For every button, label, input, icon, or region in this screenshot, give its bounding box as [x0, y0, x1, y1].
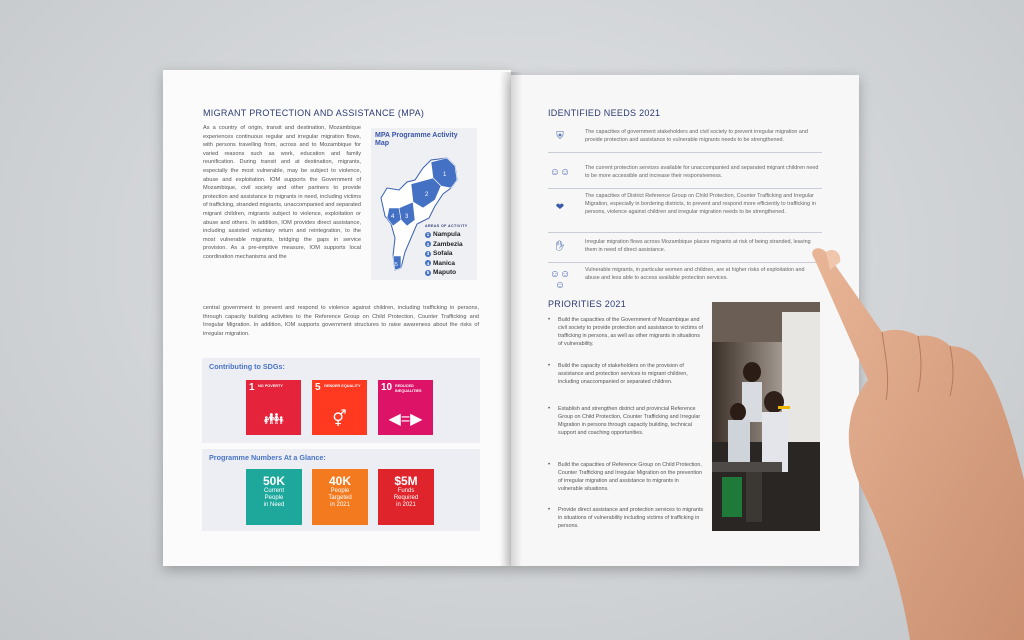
sdg-tile: 10 REDUCED INEQUALITIES ◀︎=▶︎ [378, 380, 433, 435]
need-row: ☺☺☺ Vulnerable migrants, in particular women and children, are at higher risks of exploitation and abuse and less able to access available protection services. [549, 267, 805, 291]
need-row: ✋ Irregular migration flows across Mozambique places migrants at risk of being stranded, leaving them in need of direct assistance. [548, 236, 822, 263]
stat-tile: $5M Funds Required in 2021 [378, 469, 434, 525]
need-row: ❤ The capacities of District Reference Group on Child Protection, Counter Trafficking and Irregular Migration, especially in bordering districts, to prevent and respond more efficiently to trafficking in persons, violence against children and irregular migration needs to be strengthened. [548, 190, 822, 233]
stat-tile: 40K People Targeted in 2021 [312, 469, 368, 525]
numbers-title: Programme Numbers At a Glance: [209, 453, 326, 462]
priority-item: • Provide direct assistance and protection services to migrants in situations of vulnerability including victims of trafficking in persons. [548, 507, 704, 529]
area-item: 1 Nampula [426, 231, 461, 239]
areas-label: AREAS OF ACTIVITY [425, 224, 468, 228]
gender-equality-icon: ⚥ [332, 411, 347, 428]
area-list [425, 230, 463, 278]
sdg-title: Contributing to SDGs: [209, 362, 285, 371]
priorities-heading: PRIORITIES 2021 [548, 299, 627, 309]
pointing-hand-icon [790, 240, 1024, 640]
priority-item: • Establish and strengthen district and provincial Reference Group on Child Protection, Counter Trafficking and Irregular Migration in persons through capacity building, technical support and coaching opportunities. [548, 406, 701, 436]
svg-text:2: 2 [425, 192, 429, 198]
svg-text:5: 5 [395, 262, 398, 268]
area-item: 4 Manica [426, 259, 456, 267]
area-item: 3 Sofala [426, 250, 453, 258]
need-row: ☺☺ The current protection services available for unaccompanied and separated migrant children need to be more accessible and increase their responsiveness. [548, 162, 822, 189]
map-title: MPA Programme Activity Map [375, 132, 458, 147]
group-icon: ☺☺☺ [549, 269, 571, 291]
mpa-paragraph-wrapped: As a country of origin, transit and destination, Mozambique experiences continuous regular and irregular migration flows, with persons travelling from, across and to Mozambique for varied reasons such as work, education and family reunification. During transit and at destination, migrants, especially the most vulnerable, may be subject to violence, abuse and exploitation. IOM supports the Government of Mozambique, civil society and other partners to provide protection and assistance to migrants in need, including victims of trafficking, stranded migrants, unaccompanied and separated migrant children, migrants subject to violence, exploitation or abuse and others. In addition, IOM provides direct assistance, including assisted voluntary return and reintegration, to the most vulnerable migrants, bridging the gaps in service provision. As a pre-emptive measure, IOM supports local coordination mechanisms and the [203, 125, 361, 260]
priority-item: • Build the capacities of Reference Group on Child Protection, Counter Trafficking and Irregular Migration on the prevention of irregular migration and assistance to migrants in vulnerable situations. [548, 462, 703, 492]
activity-map-panel [371, 128, 477, 280]
mpa-paragraph-full: central government to prevent and respond to violence against children, including trafficking in persons, through capacity building activities to the Reference Group on Child Protection, Counter Trafficking and Irregular Migration. In addition, IOM supports government structures to raise awareness about the risks of irregular migration. [203, 305, 479, 337]
priority-item: • Build the capacities of the Government of Mozambique and civil society to provide protection and assistance to victims of trafficking in persons, as well as other migrants in situations of vulnerability. [548, 317, 704, 347]
sdg-tile: 5 GENDER EQUALITY ⚥ [312, 380, 367, 435]
family-icon: 👪︎ [263, 411, 284, 428]
priority-item: • Build the capacity of stakeholders on the provision of assistance and protection services to migrant children, including unaccompanied or separated children. [548, 363, 688, 385]
needs-heading: IDENTIFIED NEEDS 2021 [548, 108, 661, 118]
need-row: ⛨ The capacities of government stakeholders and civil society to prevent irregular migration and provide protection and assistance to vulnerable migrants needs to be strengthened. [548, 126, 822, 153]
svg-text:1: 1 [443, 172, 447, 178]
family-icon: ☺☺ [549, 167, 571, 178]
area-item: 5 Maputo [426, 269, 457, 277]
sdg-tile: 1 NO POVERTY 👪︎ [246, 380, 301, 435]
mpa-heading: MIGRANT PROTECTION AND ASSISTANCE (MPA) [203, 108, 425, 118]
svg-text:3: 3 [405, 214, 409, 220]
stat-tile: 50K Current People in Need [246, 469, 302, 525]
child-protection-icon: ❤ [555, 202, 565, 213]
svg-text:4: 4 [391, 214, 395, 220]
equality-arrows-icon: ◀︎=▶︎ [388, 411, 423, 428]
shield-handshake-icon: ⛨ [556, 131, 564, 142]
area-item: 2 Zambezia [426, 240, 463, 248]
hands-icon: ✋ [553, 241, 567, 252]
